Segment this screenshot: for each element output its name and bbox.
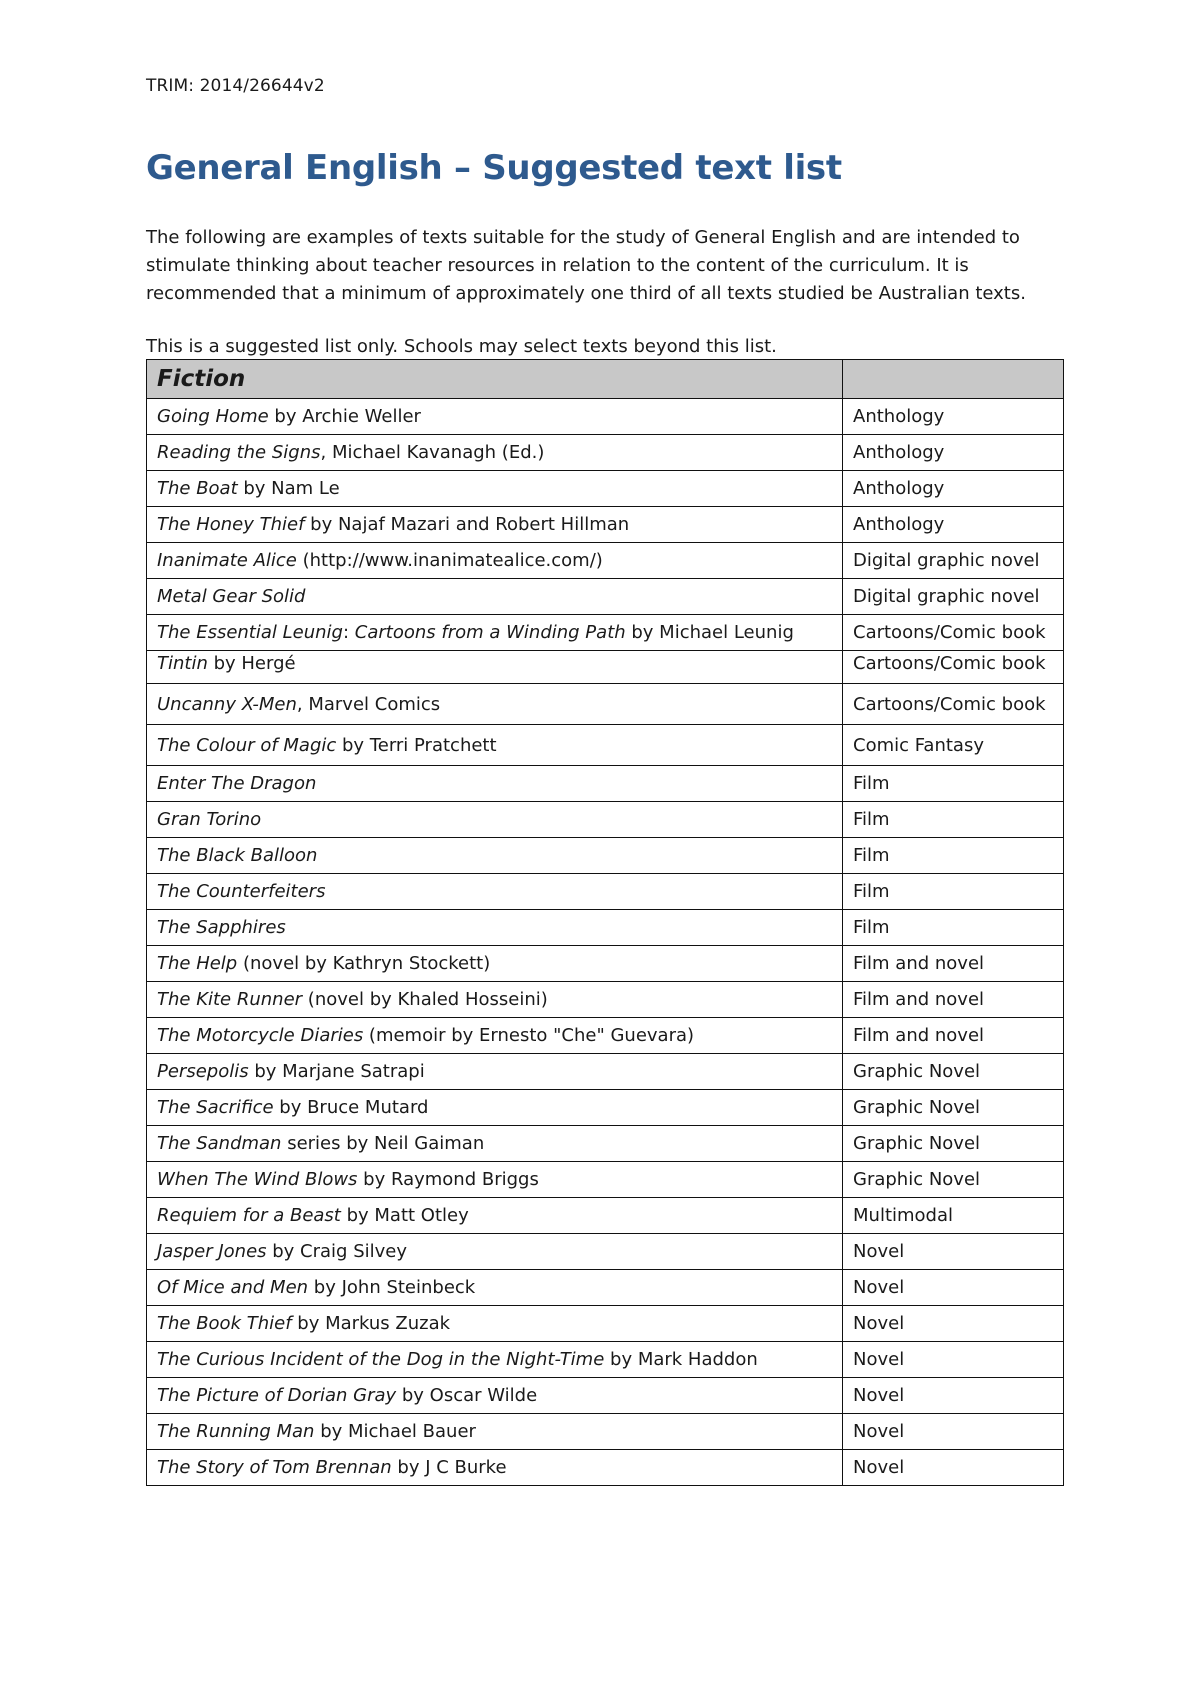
text-title-cell — [147, 579, 843, 615]
suggested-list-note: This is a suggested list only. Schools may select texts beyond this list. — [146, 336, 777, 357]
text-category-cell: Graphic Novel — [843, 1054, 1064, 1090]
text-author-note: by Matt Otley — [340, 1205, 469, 1226]
text-category-cell: Film and novel — [843, 982, 1064, 1018]
text-author-note: by Markus Zuzak — [291, 1313, 451, 1334]
table-header-row — [147, 360, 1064, 399]
text-author-note: by Hergé — [207, 653, 296, 674]
table-row — [147, 684, 1064, 725]
text-title: Of Mice and Men — [157, 1277, 309, 1298]
text-author-note: by Michael Bauer — [314, 1421, 476, 1442]
text-category-cell: Film and novel — [843, 946, 1064, 982]
text-category-cell: Digital graphic novel — [843, 543, 1064, 579]
table-row — [147, 982, 1064, 1018]
text-author-note: by John Steinbeck — [308, 1277, 476, 1298]
table-row — [147, 1342, 1064, 1378]
text-category-cell: Comic Fantasy — [843, 725, 1064, 766]
header-category — [843, 360, 1064, 399]
table-row — [147, 1234, 1064, 1270]
text-list-table — [146, 359, 1064, 1486]
text-category-cell: Graphic Novel — [843, 1090, 1064, 1126]
text-category-cell: Film — [843, 874, 1064, 910]
text-title-cell — [147, 874, 843, 910]
text-title: The Motorcycle Diaries — [157, 1025, 364, 1046]
text-category-cell: Film — [843, 802, 1064, 838]
text-title: The Picture of Dorian Gray — [157, 1385, 397, 1406]
text-title-cell — [147, 399, 843, 435]
table-row — [147, 471, 1064, 507]
text-title: The Colour of Magic — [157, 734, 337, 756]
text-title-cell — [147, 1342, 843, 1378]
text-category-cell: Multimodal — [843, 1198, 1064, 1234]
text-author-note: (novel by Kathryn Stockett) — [237, 953, 491, 974]
text-title-cell — [147, 1054, 843, 1090]
text-category-cell: Cartoons/Comic book — [843, 684, 1064, 725]
table-body — [147, 399, 1064, 1486]
text-title: Metal Gear Solid — [157, 586, 306, 607]
table-row — [147, 507, 1064, 543]
text-title-cell — [147, 507, 843, 543]
trim-reference: TRIM: 2014/26644v2 — [146, 76, 325, 96]
text-title-cell — [147, 1018, 843, 1054]
header-fiction: Fiction — [147, 360, 843, 399]
text-category-cell: Film and novel — [843, 1018, 1064, 1054]
table-row — [147, 543, 1064, 579]
text-category-cell: Novel — [843, 1270, 1064, 1306]
text-author-note: by Mark Haddon — [604, 1349, 758, 1370]
text-category-cell: Graphic Novel — [843, 1162, 1064, 1198]
table-row — [147, 399, 1064, 435]
text-title-cell — [147, 1270, 843, 1306]
text-title-cell — [147, 543, 843, 579]
text-title: The Sandman — [157, 1133, 282, 1154]
table-row — [147, 1018, 1064, 1054]
text-title-cell — [147, 1234, 843, 1270]
text-title: The Black Balloon — [157, 845, 318, 866]
text-author-note: by J C Burke — [391, 1457, 507, 1478]
text-author-note: series by Neil Gaiman — [281, 1133, 485, 1154]
text-author-note: by Bruce Mutard — [273, 1097, 429, 1118]
text-title: Tintin — [157, 653, 208, 674]
table-row — [147, 615, 1064, 651]
text-title-cell — [147, 651, 843, 684]
text-title: Going Home — [157, 406, 269, 427]
table-row — [147, 1450, 1064, 1486]
text-category-cell: Digital graphic novel — [843, 579, 1064, 615]
text-title: The Running Man — [157, 1421, 315, 1442]
text-title: Inanimate Alice — [157, 550, 297, 571]
text-author-note: by Raymond Briggs — [357, 1169, 539, 1190]
text-title: Cartoons from a Winding Path — [354, 622, 626, 643]
text-author-note: by Craig Silvey — [266, 1241, 408, 1262]
table-header — [147, 360, 1064, 399]
table-row — [147, 802, 1064, 838]
table-row — [147, 946, 1064, 982]
text-category-cell: Anthology — [843, 435, 1064, 471]
table-row — [147, 435, 1064, 471]
text-author-note: (novel by Khaled Hosseini) — [302, 989, 548, 1010]
table-row — [147, 651, 1064, 684]
text-title: Gran Torino — [157, 809, 262, 830]
text-category-cell: Anthology — [843, 399, 1064, 435]
text-category-cell: Novel — [843, 1234, 1064, 1270]
table-row — [147, 910, 1064, 946]
text-title-cell — [147, 435, 843, 471]
table-row — [147, 838, 1064, 874]
intro-paragraph: The following are examples of texts suitable for the study of General English and are intended to stimulate thinking about teacher resources in relation to the content of the curriculum. It is recommended that a minimum of approximately one third of all texts studied be Australian texts. — [146, 227, 1026, 304]
text-title-cell — [147, 1450, 843, 1486]
text-title: The Essential Leunig — [157, 622, 343, 643]
table-row — [147, 1414, 1064, 1450]
text-category-cell: Anthology — [843, 471, 1064, 507]
table-row — [147, 1126, 1064, 1162]
text-title-cell — [147, 982, 843, 1018]
text-title-cell — [147, 1090, 843, 1126]
text-author-note: by Najaf Mazari and Robert Hillman — [304, 514, 630, 535]
text-category-cell: Film — [843, 838, 1064, 874]
table-row — [147, 1162, 1064, 1198]
text-category-cell: Cartoons/Comic book — [843, 651, 1064, 684]
text-author-note: by Marjane Satrapi — [248, 1061, 425, 1082]
text-category-cell: Film — [843, 766, 1064, 802]
text-title: Jasper Jones — [157, 1241, 267, 1262]
text-title: The Sapphires — [157, 917, 286, 938]
text-author-note: (memoir by Ernesto "Che" Guevara) — [363, 1025, 695, 1046]
text-title-cell — [147, 1126, 843, 1162]
table-row — [147, 1378, 1064, 1414]
text-title: The Boat — [157, 478, 238, 499]
page-title: General English – Suggested text list — [146, 148, 842, 188]
text-title-cell — [147, 946, 843, 982]
text-category-cell: Novel — [843, 1306, 1064, 1342]
text-title-cell — [147, 1414, 843, 1450]
table-row — [147, 1090, 1064, 1126]
text-author-note: : — [342, 622, 355, 643]
text-category-cell: Cartoons/Comic book — [843, 615, 1064, 651]
text-category-cell: Novel — [843, 1414, 1064, 1450]
table-row — [147, 766, 1064, 802]
table-row — [147, 725, 1064, 766]
text-author-note: by Terri Pratchett — [336, 734, 497, 756]
text-title-cell — [147, 1378, 843, 1414]
text-author-note: by Archie Weller — [268, 406, 421, 427]
text-author-note: by Michael Leunig — [625, 622, 794, 643]
text-title: The Sacrifice — [157, 1097, 274, 1118]
text-title-cell — [147, 766, 843, 802]
text-category-cell: Film — [843, 910, 1064, 946]
text-title-cell — [147, 684, 843, 725]
text-title: The Story of Tom Brennan — [157, 1457, 392, 1478]
text-title-cell — [147, 802, 843, 838]
text-title: Persepolis — [157, 1061, 249, 1082]
table-row — [147, 1054, 1064, 1090]
text-author-note: by Nam Le — [237, 478, 340, 499]
text-title-cell — [147, 1198, 843, 1234]
text-category-cell: Anthology — [843, 507, 1064, 543]
text-title: When The Wind Blows — [157, 1169, 358, 1190]
text-title: Requiem for a Beast — [157, 1205, 341, 1226]
text-title-cell — [147, 1162, 843, 1198]
table-row — [147, 1198, 1064, 1234]
table-row — [147, 1270, 1064, 1306]
text-title: The Honey Thief — [157, 514, 305, 535]
text-author-note: (http://www.inanimatealice.com/) — [296, 550, 603, 571]
text-title-cell — [147, 615, 843, 651]
text-author-note: , Michael Kavanagh (Ed.) — [320, 442, 545, 463]
text-title-cell — [147, 838, 843, 874]
text-author-note: by Oscar Wilde — [396, 1385, 538, 1406]
text-title: The Counterfeiters — [157, 881, 326, 902]
text-title: Enter The Dragon — [157, 773, 317, 794]
text-title: Reading the Signs — [157, 442, 321, 463]
text-title: The Help — [157, 953, 238, 974]
text-category-cell: Novel — [843, 1342, 1064, 1378]
text-title-cell — [147, 1306, 843, 1342]
table-row — [147, 579, 1064, 615]
text-category-cell: Novel — [843, 1450, 1064, 1486]
text-title-cell — [147, 725, 843, 766]
text-title: The Book Thief — [157, 1313, 292, 1334]
text-category-cell: Graphic Novel — [843, 1126, 1064, 1162]
text-title: The Kite Runner — [157, 989, 303, 1010]
text-title: Uncanny X-Men — [157, 693, 297, 715]
text-title-cell — [147, 471, 843, 507]
text-category-cell: Novel — [843, 1378, 1064, 1414]
text-title: The Curious Incident of the Dog in the Night-Time — [157, 1349, 605, 1370]
text-author-note: , Marvel Comics — [296, 693, 441, 715]
table-row — [147, 874, 1064, 910]
table-row — [147, 1306, 1064, 1342]
text-title-cell — [147, 910, 843, 946]
